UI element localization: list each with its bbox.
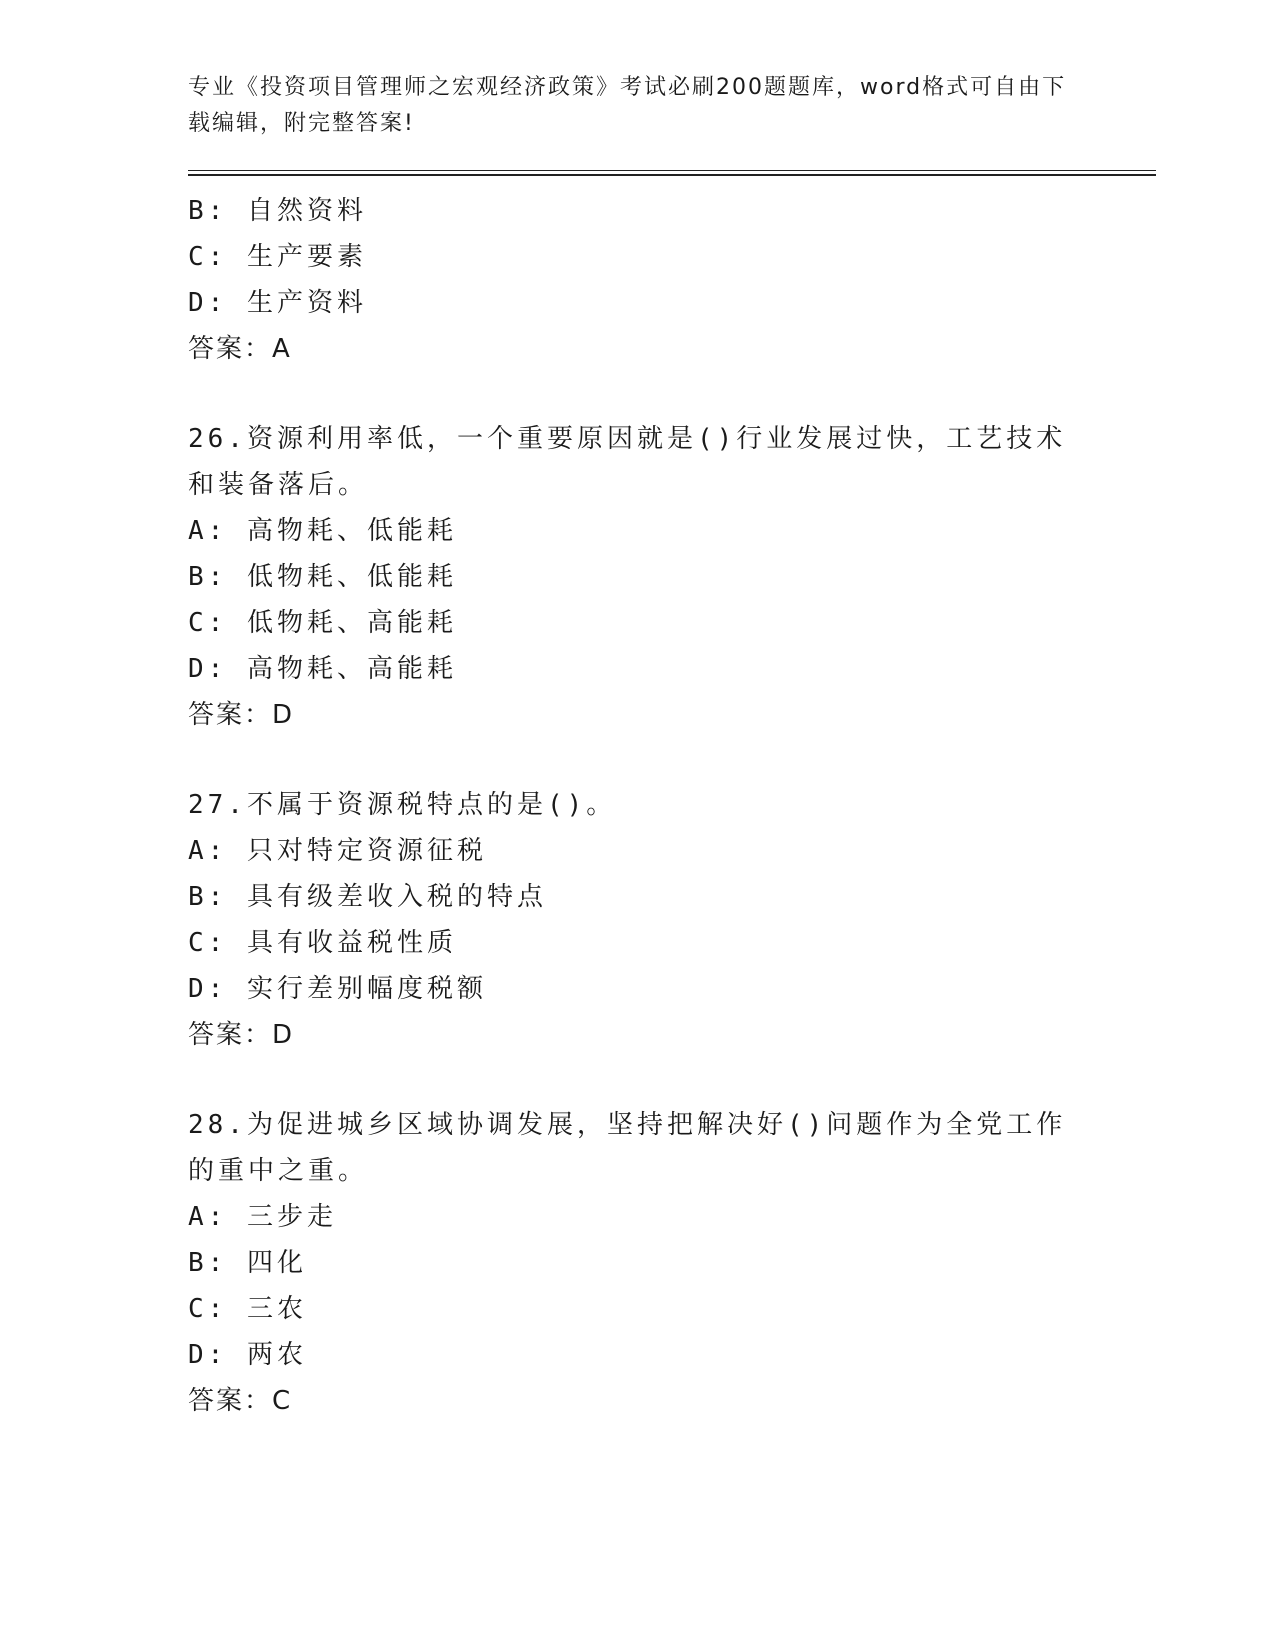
option-b: B: 自然资料	[188, 196, 367, 226]
answer-line: 答案：C	[188, 1386, 293, 1416]
question-stem: 28.为促进城乡区域协调发展，坚持把解决好()问题作为全党工作的重中之重。	[188, 1110, 1067, 1186]
option-d: D: 实行差别幅度税额	[188, 974, 487, 1004]
option-c: C: 生产要素	[188, 242, 367, 272]
document-header: 专业《投资项目管理师之宏观经济政策》考试必刷200题题库，word格式可自由下载编辑，附完整答案!	[188, 75, 1067, 136]
option-a: A: 三步走	[188, 1202, 337, 1232]
previous-question-tail	[188, 188, 1088, 372]
option-d: D: 生产资料	[188, 288, 367, 318]
header-rule-thin	[188, 170, 1156, 171]
answer-line: 答案：A	[188, 334, 292, 364]
option-c: C: 具有收益税性质	[188, 928, 457, 958]
question-27	[188, 782, 1088, 1058]
question-26	[188, 416, 1088, 738]
option-b: B: 低物耗、低能耗	[188, 562, 457, 592]
option-d: D: 高物耗、高能耗	[188, 654, 457, 684]
option-b: B: 具有级差收入税的特点	[188, 882, 547, 912]
option-a: A: 只对特定资源征税	[188, 836, 487, 866]
option-c: C: 低物耗、高能耗	[188, 608, 457, 638]
option-a: A: 高物耗、低能耗	[188, 516, 457, 546]
option-c: C: 三农	[188, 1294, 307, 1324]
option-b: B: 四化	[188, 1248, 307, 1278]
header-rule-thick	[188, 174, 1156, 176]
answer-line: 答案：D	[188, 1020, 295, 1050]
question-list	[188, 188, 1088, 1424]
question-stem: 27.不属于资源税特点的是()。	[188, 790, 617, 820]
option-d: D: 两农	[188, 1340, 307, 1370]
question-28	[188, 1102, 1088, 1424]
question-stem: 26.资源利用率低，一个重要原因就是()行业发展过快，工艺技术和装备落后。	[188, 424, 1067, 500]
answer-line: 答案：D	[188, 700, 295, 730]
